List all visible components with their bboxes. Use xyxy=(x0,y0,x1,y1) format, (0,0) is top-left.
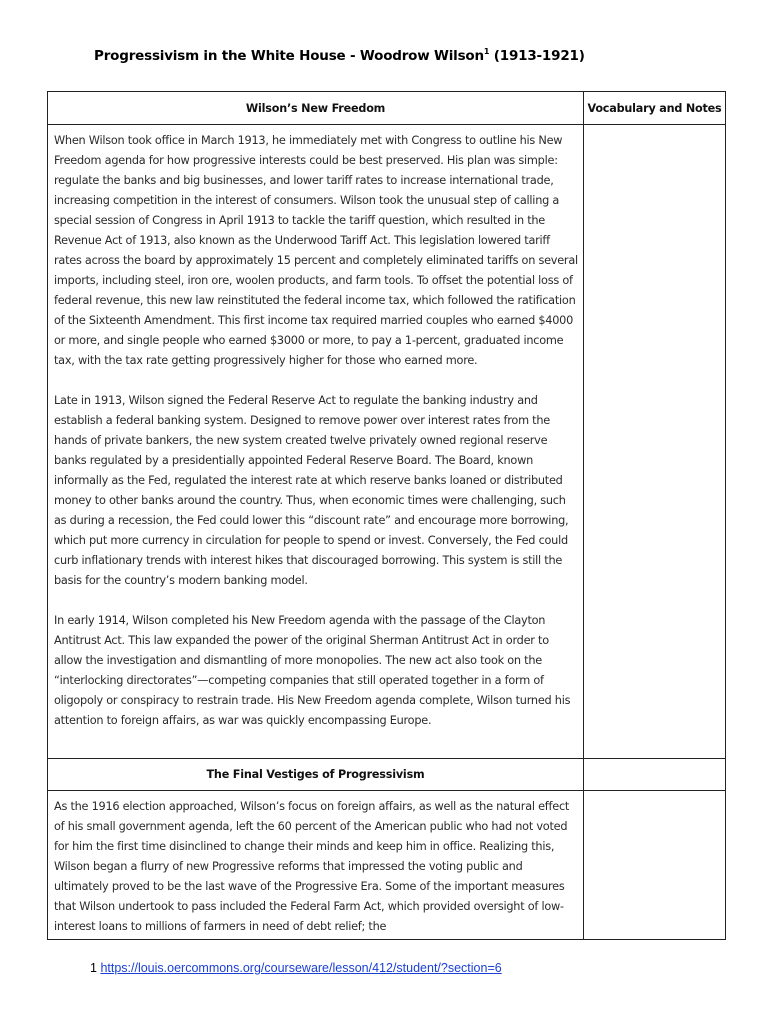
notes-header-cell xyxy=(584,759,726,791)
title-years: (1913-1921) xyxy=(493,48,585,64)
notes-cell[interactable] xyxy=(584,791,726,940)
section-body-row xyxy=(48,791,726,940)
footnote-number: 1 xyxy=(90,961,97,975)
footnote-mark: 1 xyxy=(483,47,490,56)
paragraph: In early 1914, Wilson completed his New Freedom agenda with the passage of the Clayton Antitrust Act. This law expanded the power of the original Sherman Antitrust Act in order to allow the investigation and dismantling of more monopolies. The new act also took on the “interlocking directorates”—competing companies that still operated together in a form of oligopoly or conspiracy to restrain trade. His New Freedom agenda complete, Wilson turned his attention to foreign affairs, as war was quickly encompassing Europe. xyxy=(54,614,571,727)
section-heading-final-vestiges: The Final Vestiges of Progressivism xyxy=(48,759,584,791)
paragraph: When Wilson took office in March 1913, he immediately met with Congress to outline his New Freedom agenda for how progressive interests could be best preserved. His plan was simple: regulate the banks and big businesses, and lower tariff rates to increase international trade, increasing competition in the interest of consumers. Wilson took the unusual step of calling a special session of Congress in April 1913 to tackle the tariff question, which resulted in the Revenue Act of 1913, also known as the Underwood Tariff Act. This legislation lowered tariff rates across the board by approximately 15 percent and completely eliminated tariffs on several imports, including steel, iron ore, woolen products, and farm tools. To offset the potential loss of federal revenue, this new law reinstituted the federal income tax, which followed the ratification of the Sixteenth Amendment. This first income tax required married couples who earned $4000 or more, and single people who earned $3000 or more, to pay a 1-percent, graduated income tax, with the tax rate getting progressively higher for those who earned more. xyxy=(54,134,578,367)
notes-cell[interactable] xyxy=(584,125,726,759)
section-header-row xyxy=(48,759,726,791)
vocabulary-notes-header: Vocabulary and Notes xyxy=(584,92,726,125)
section-heading-new-freedom: Wilson’s New Freedom xyxy=(48,92,584,125)
paragraph: As the 1916 election approached, Wilson’s focus on foreign affairs, as well as the natural effect of his small government agenda, left the 60 percent of the American public who had not voted for him the first time disinclined to change their minds and keep him in office. Realizing this, Wilson began a flurry of new Progressive reforms that impressed the voting public and ultimately proved to be the last wave of the Progressive Era. Some of the important measures that Wilson undertook to pass included the Federal Farm Act, which provided oversight of low-interest loans to millions of farmers in need of debt relief; the xyxy=(54,800,570,933)
section-body-row xyxy=(48,125,726,759)
table-header-row xyxy=(48,92,726,125)
paragraph: Late in 1913, Wilson signed the Federal Reserve Act to regulate the banking industry and establish a federal banking system. Designed to remove power over interest rates from the hands of private bankers, the new system created twelve privately owned regional reserve banks regulated by a presidentially appointed Federal Reserve Board. The Board, known informally as the Fed, regulated the interest rate at which reserve banks loaned or distributed money to other banks around the country. Thus, when economic times were challenging, such as during a recession, the Fed could lower this “discount rate” and encourage more borrowing, which put more currency in circulation for people to spend or invest. Conversely, the Fed could curb inflationary trends with interest hikes that discouraged borrowing. This system is still the basis for the country’s modern banking model. xyxy=(54,394,569,587)
notes-table xyxy=(47,91,726,940)
title-text: Progressivism in the White House - Woodrow Wilson xyxy=(94,48,484,64)
footnote xyxy=(90,961,502,975)
section-body-new-freedom xyxy=(48,125,584,759)
page-title xyxy=(94,47,585,64)
section-body-final-vestiges xyxy=(48,791,584,940)
footnote-link[interactable]: https://louis.oercommons.org/courseware/lesson/412/student/?section=6 xyxy=(100,961,502,975)
